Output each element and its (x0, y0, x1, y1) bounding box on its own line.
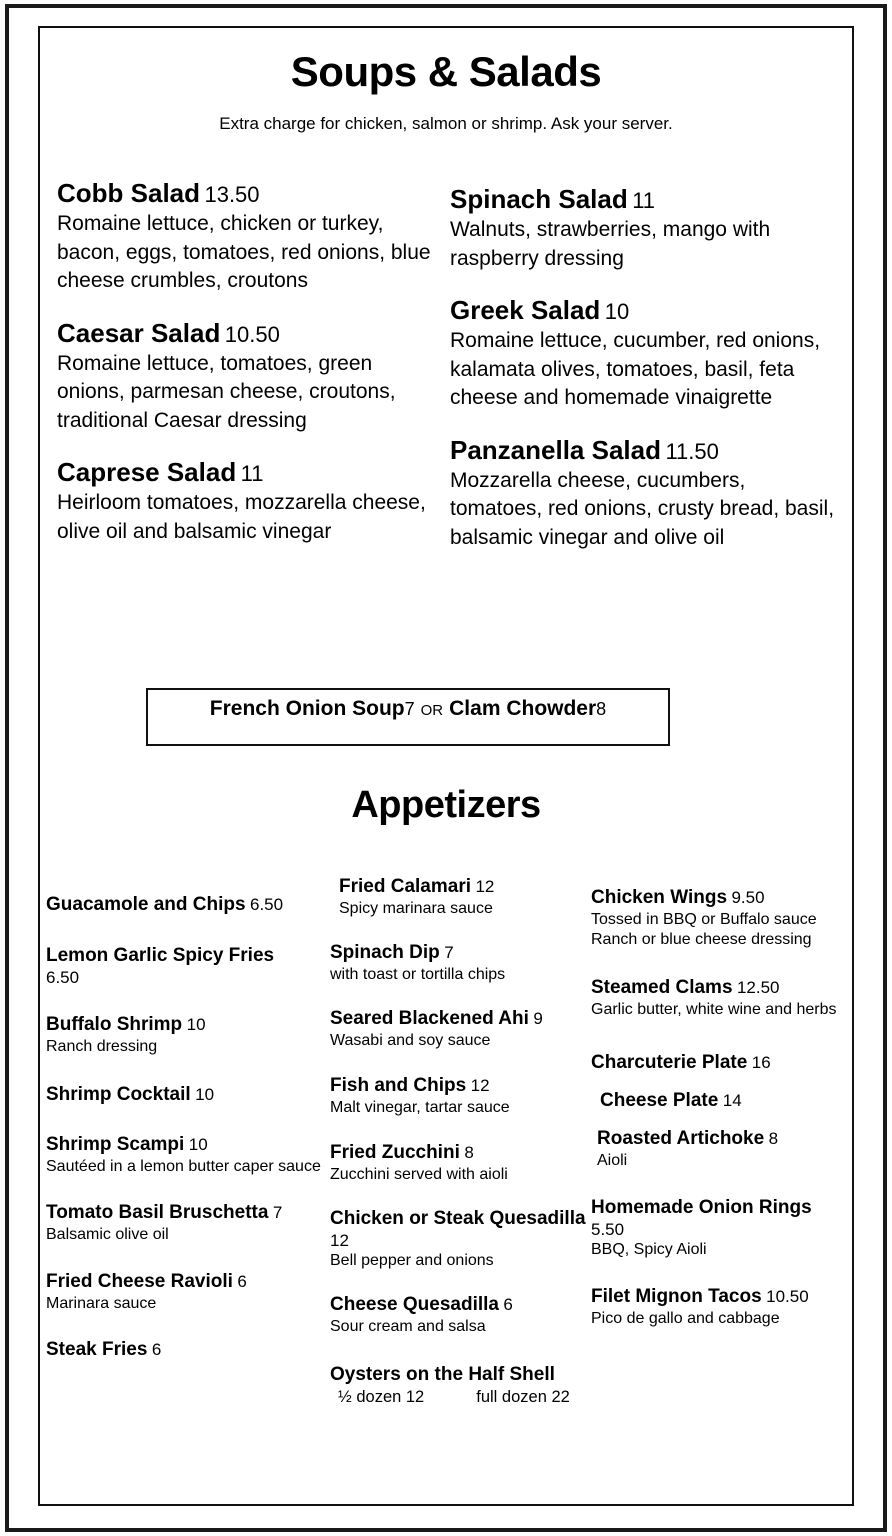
menu-item-name: Filet Mignon Tacos (591, 1286, 762, 1307)
menu-item-price: 7 (444, 943, 454, 962)
menu-item-name: Caesar Salad (57, 317, 221, 348)
menu-item-description: BBQ, Spicy Aioli (591, 1241, 707, 1258)
menu-item-shrimp-scampi (46, 1133, 331, 1177)
menu-item-name: Greek Salad (450, 295, 601, 325)
menu-item-price: 10 (604, 299, 630, 324)
menu-item-description: Zucchini served with aioli (330, 1166, 508, 1183)
menu-item-price: 6 (503, 1295, 513, 1314)
menu-item-heading (450, 435, 840, 466)
menu-item-name: Charcuterie Plate (591, 1052, 748, 1073)
menu-item-description: Ranch dressing (46, 1038, 158, 1055)
menu-item-name: Tomato Basil Bruschetta (46, 1202, 269, 1223)
menu-item-name: Cheese Plate (600, 1090, 719, 1111)
menu-item-heading (46, 1013, 331, 1037)
soup-separator: OR (420, 702, 444, 719)
oysters-full-dozen: full dozen 22 (476, 1388, 570, 1406)
menu-item-heading (450, 184, 840, 215)
menu-item-description: Romaine lettuce, tomatoes, green onions, parmesan cheese, croutons, traditional Caesar dressing (57, 351, 396, 432)
menu-item-heading (597, 1127, 859, 1151)
menu-item-name: Buffalo Shrimp (46, 1014, 183, 1035)
menu-item-heading (450, 295, 840, 326)
menu-item-description: with toast or tortilla chips (330, 966, 506, 983)
menu-item-name: Fried Zucchini (330, 1142, 460, 1163)
menu-item-heading (339, 875, 592, 899)
menu-item-price: 9.50 (731, 888, 765, 907)
salads-left-column (57, 178, 442, 546)
menu-item-name: Fried Calamari (339, 876, 471, 897)
menu-item-price: 14 (722, 1091, 742, 1110)
menu-item-name: Spinach Dip (330, 942, 440, 963)
menu-item-spinach-salad (450, 184, 840, 273)
menu-item-fried-zucchini (330, 1141, 592, 1185)
soup-options-box (146, 688, 670, 746)
menu-item-fish-and-chips (330, 1074, 592, 1118)
menu-item-description: Spicy marinara sauce (339, 900, 493, 917)
menu-item-steamed-clams (591, 976, 859, 1020)
appetizers-right-column (591, 886, 859, 1329)
menu-item-description: Sour cream and salsa (330, 1318, 486, 1335)
menu-item-panzanella-salad (450, 435, 840, 553)
menu-item-chicken-or-steak-quesadilla (330, 1207, 592, 1271)
menu-item-shrimp-cocktail (46, 1083, 331, 1107)
menu-item-description-line-2: Ranch or blue cheese dressing (591, 931, 812, 948)
menu-item-steak-fries (46, 1338, 331, 1362)
menu-item-name: Lemon Garlic Spicy Fries (46, 945, 275, 966)
menu-item-heading (591, 976, 859, 1000)
menu-item-spinach-dip (330, 941, 592, 985)
menu-item-description: Marinara sauce (46, 1295, 157, 1312)
menu-item-heading (330, 1293, 592, 1317)
menu-item-price: 10 (195, 1085, 215, 1104)
menu-item-heading (46, 1201, 331, 1225)
menu-item-buffalo-shrimp (46, 1013, 331, 1057)
appetizers-middle-column (330, 875, 592, 1408)
menu-item-heading (46, 944, 331, 968)
menu-item-price: 10 (188, 1135, 208, 1154)
menu-item-price: 12 (470, 1076, 490, 1095)
menu-item-heading (591, 1051, 859, 1075)
appetizers-heading: Appetizers (351, 784, 541, 826)
menu-item-heading (57, 318, 442, 349)
menu-item-charcuterie-plate (591, 1051, 859, 1075)
menu-item-name: Roasted Artichoke (597, 1128, 765, 1149)
menu-item-price: 13.50 (204, 182, 260, 207)
menu-item-chicken-wings (591, 886, 859, 950)
menu-item-fried-calamari (330, 875, 592, 919)
menu-item-name: Steak Fries (46, 1339, 148, 1360)
menu-item-heading (330, 1207, 592, 1251)
menu-item-name: Oysters on the Half Shell (330, 1364, 555, 1385)
menu-item-heading (46, 1270, 331, 1294)
menu-item-description: Garlic butter, white wine and herbs (591, 1001, 837, 1018)
menu-item-description: Malt vinegar, tartar sauce (330, 1099, 510, 1116)
menu-item-price: 12.50 (736, 978, 780, 997)
menu-item-name: Guacamole and Chips (46, 894, 246, 915)
menu-item-name: Homemade Onion Rings (591, 1197, 812, 1218)
menu-item-greek-salad (450, 295, 840, 413)
menu-item-price: 8 (464, 1143, 474, 1162)
menu-item-lemon-garlic-spicy-fries (46, 944, 331, 988)
menu-item-heading (330, 1007, 592, 1031)
menu-item-name: Fish and Chips (330, 1075, 467, 1096)
menu-item-name: Cheese Quesadilla (330, 1294, 499, 1315)
menu-item-description: Bell pepper and onions (330, 1252, 494, 1269)
menu-item-description: Balsamic olive oil (46, 1226, 169, 1243)
menu-item-name: Spinach Salad (450, 184, 628, 214)
menu-item-heading (46, 1083, 331, 1107)
menu-item-description: Heirloom tomatoes, mozzarella cheese, olive oil and balsamic vinegar (57, 491, 426, 543)
menu-item-heading (591, 1196, 859, 1220)
menu-item-description: Romaine lettuce, chicken or turkey, bacon, eggs, tomatoes, red onions, blue cheese crumbles, croutons (57, 212, 431, 292)
menu-item-heading (57, 178, 442, 209)
menu-item-price: 12 (475, 877, 495, 896)
menu-item-description: Aioli (597, 1152, 628, 1169)
menu-item-caesar-salad (57, 318, 442, 436)
menu-item-homemade-onion-rings (591, 1196, 859, 1260)
menu-item-name: Fried Cheese Ravioli (46, 1271, 233, 1292)
menu-item-roasted-artichoke (591, 1127, 859, 1171)
menu-item-description: Pico de gallo and cabbage (591, 1310, 780, 1327)
soup-french-onion-name: French Onion Soup (209, 697, 405, 720)
menu-item-price: 5.50 (591, 1220, 625, 1239)
menu-item-tomato-basil-bruschetta (46, 1201, 331, 1245)
menu-item-price: 10.50 (224, 321, 280, 347)
menu-item-description: Walnuts, strawberries, mango with raspberry dressing (450, 218, 771, 270)
oysters-half-dozen: ½ dozen 12 (338, 1388, 425, 1406)
menu-item-caprese-salad (57, 457, 442, 546)
menu-item-oysters-on-the-half-shell (330, 1363, 592, 1408)
menu-item-name: Shrimp Cocktail (46, 1084, 191, 1105)
menu-item-cobb-salad (57, 178, 442, 296)
menu-item-name: Chicken Wings (591, 887, 728, 908)
menu-item-description: Mozzarella cheese, cucumbers, tomatoes, red onions, crusty bread, basil, balsamic vinegar and olive oil (450, 468, 835, 549)
appetizers-left-column (46, 893, 331, 1362)
menu-item-price: 11 (240, 461, 264, 486)
menu-item-price: 12 (330, 1231, 349, 1250)
menu-item-description: Tossed in BBQ or Buffalo sauce (591, 911, 817, 928)
menu-item-name: Cobb Salad (57, 178, 201, 208)
soup-clam-chowder-price: 8 (596, 699, 607, 719)
menu-item-name: Chicken or Steak Quesadilla (330, 1208, 586, 1229)
menu-item-guacamole-and-chips (46, 893, 331, 917)
menu-item-fried-cheese-ravioli (46, 1270, 331, 1314)
menu-item-heading (330, 1141, 592, 1165)
soup-french-onion-price: 7 (404, 699, 415, 719)
menu-item-price: 9 (533, 1009, 543, 1028)
menu-item-heading (57, 457, 442, 488)
menu-item-name: Caprese Salad (57, 457, 237, 487)
menu-item-price: 10 (186, 1015, 206, 1034)
menu-item-heading (46, 1338, 331, 1362)
salads-extra-charge-note: Extra charge for chicken, salmon or shrimp. Ask your server. (219, 114, 673, 133)
menu-item-price: 6.50 (250, 895, 284, 914)
menu-item-seared-blackened-ahi (330, 1007, 592, 1051)
menu-item-heading (46, 1133, 331, 1157)
menu-item-price: 10.50 (766, 1287, 809, 1306)
menu-item-price: 6.50 (46, 968, 80, 987)
menu-item-name: Seared Blackened Ahi (330, 1008, 529, 1029)
menu-item-heading (591, 1285, 859, 1309)
menu-item-price: 11.50 (665, 438, 719, 464)
menu-item-heading (330, 1363, 592, 1387)
salads-right-column (450, 184, 840, 552)
menu-item-heading (591, 886, 859, 910)
menu-item-name: Steamed Clams (591, 977, 733, 998)
menu-item-price: 7 (272, 1203, 283, 1222)
menu-item-price: 6 (237, 1272, 247, 1291)
soups-salads-heading: Soups & Salads (290, 48, 602, 95)
menu-item-cheese-plate (591, 1089, 859, 1113)
menu-item-filet-mignon-tacos (591, 1285, 859, 1329)
menu-item-price: 6 (151, 1340, 162, 1359)
menu-item-price: 11 (632, 188, 656, 213)
menu-item-name: Panzanella Salad (450, 434, 661, 465)
menu-item-name: Shrimp Scampi (46, 1134, 185, 1155)
menu-item-heading (330, 1074, 592, 1098)
menu-item-heading (46, 893, 331, 917)
menu-item-heading (330, 941, 592, 965)
menu-item-cheese-quesadilla (330, 1293, 592, 1337)
oysters-portions (330, 1387, 592, 1408)
menu-item-price: 8 (768, 1129, 779, 1148)
menu-item-description: Sautéed in a lemon butter caper sauce (46, 1158, 321, 1175)
menu-item-description: Wasabi and soy sauce (330, 1032, 491, 1049)
menu-item-heading (600, 1089, 859, 1113)
soup-clam-chowder-name: Clam Chowder (449, 697, 597, 720)
menu-item-price: 16 (751, 1053, 771, 1072)
menu-item-description: Romaine lettuce, cucumber, red onions, kalamata olives, tomatoes, basil, feta cheese and homemade vinaigrette (450, 329, 821, 409)
